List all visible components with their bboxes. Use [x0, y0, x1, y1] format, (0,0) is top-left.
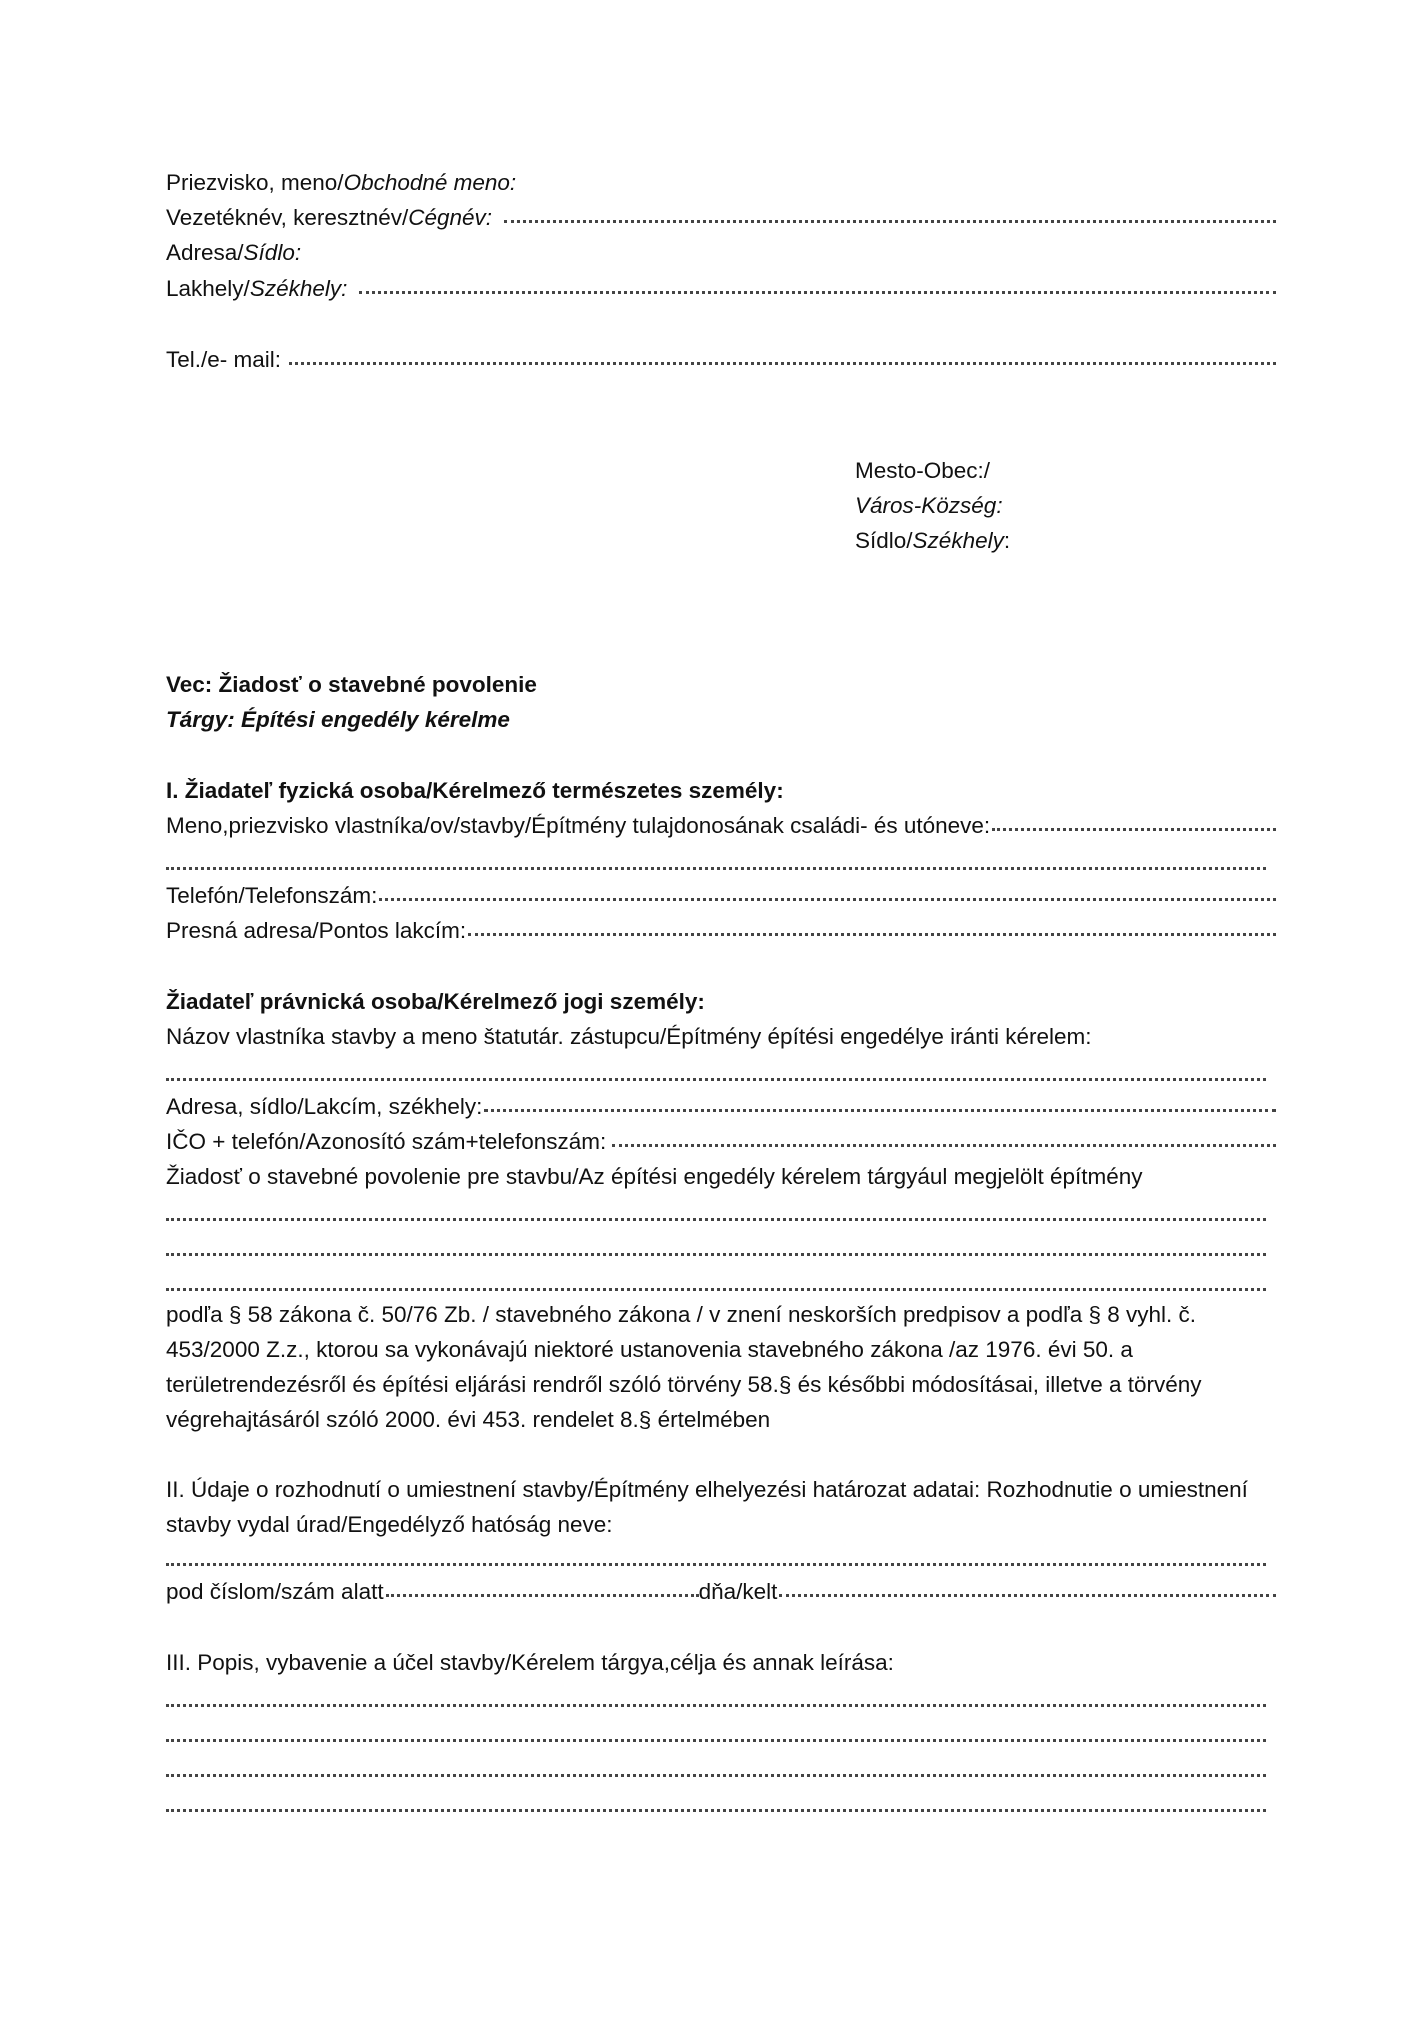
legal-address-row: Adresa, sídlo/Lakcím, székhely: [166, 1092, 1276, 1122]
name-label-sk: Priezvisko, meno/Obchodné meno: [166, 170, 517, 195]
address-label-sk: Adresa/Sídlo: [166, 240, 302, 265]
legal-ico-row: IČO + telefón/Azonosító szám+telefonszám: [166, 1127, 1276, 1157]
name-fill-line[interactable] [502, 203, 1276, 223]
description-fill-2[interactable] [166, 1718, 1266, 1748]
section2-heading: II. Údaje o rozhodnutí o umiestnení stavby/Építmény elhelyezési határozat adatai: Rozhodnutie o umiestnení stavby vydal úrad/Engedélyző hatóság neve: [166, 1477, 1248, 1537]
address-fill[interactable] [466, 916, 1276, 936]
request-fill-2[interactable] [166, 1232, 1266, 1262]
request-fill-3[interactable] [166, 1267, 1266, 1297]
owner-name-row: Meno,priezvisko vlastníka/ov/stavby/Építmény tulajdonosának családi- és utóneve: [166, 811, 1276, 841]
legal-owner-label: Názov vlastníka stavby a meno štatutár. zástupcu/Építmény építési engedélye iránti kérelem: [166, 1024, 1092, 1049]
law-text: podľa § 58 zákona č. 50/76 Zb. / stavebného zákona / v znení neskorších predpisov a podľa § 8 vyhl. č. 453/2000 Z.z., ktorou sa vykonávajú niektoré ustanovenia stavebného zákona /az 1976. évi 50. a területrendezésről és építési eljárási rendről szóló törvény 58.§ és későbbi módosításai, illetve a törvény végrehajtásáról szóló 2000. évi 453. rendelet 8.§ értelmében [166, 1302, 1202, 1432]
subject-sk: Vec: Žiadosť o stavebné povolenie [166, 672, 537, 697]
authority-fill[interactable] [166, 1542, 1266, 1572]
recipient-line1: Mesto-Obec:/ [855, 458, 991, 483]
legal-ico-fill[interactable] [610, 1127, 1276, 1147]
subject-hu: Tárgy: Építési engedély kérelme [166, 707, 510, 732]
phone-fill[interactable] [377, 881, 1276, 901]
number-fill[interactable] [384, 1577, 699, 1597]
date-fill[interactable] [777, 1577, 1276, 1597]
recipient-line3: Sídlo/Székhely: [855, 528, 1011, 553]
legal-heading: Žiadateľ právnická osoba/Kérelmező jogi személy: [166, 989, 705, 1014]
request-fill-1[interactable] [166, 1197, 1266, 1227]
recipient-line2: Város-Község: [855, 493, 1003, 518]
address-label-hu: Lakhely/ Székhely: [166, 274, 1276, 304]
legal-address-fill[interactable] [482, 1092, 1276, 1112]
request-for-label: Žiadosť o stavebné povolenie pre stavbu/Az építési engedély kérelem tárgyául megjelölt építmény [166, 1164, 1143, 1189]
owner-name-fill[interactable] [990, 811, 1276, 831]
number-date-row: pod číslom/szám alatt dňa/kelt [166, 1577, 1276, 1607]
description-fill-1[interactable] [166, 1683, 1266, 1713]
address-fill-line[interactable] [357, 274, 1276, 294]
contact-fill-line[interactable] [287, 345, 1276, 365]
description-fill-4[interactable] [166, 1788, 1266, 1818]
name-label-hu: Vezetéknév, keresztnév/ Cégnév: [166, 203, 1276, 233]
description-fill-3[interactable] [166, 1753, 1266, 1783]
owner-name-fill-line2[interactable] [166, 846, 1266, 876]
legal-owner-fill[interactable] [166, 1057, 1266, 1087]
address-row: Presná adresa/Pontos lakcím: [166, 916, 1276, 946]
section1-heading: I. Žiadateľ fyzická osoba/Kérelmező természetes személy: [166, 778, 784, 803]
phone-row: Telefón/Telefonszám: [166, 881, 1276, 911]
section3-heading: III. Popis, vybavenie a účel stavby/Kérelem tárgya,célja és annak leírása: [166, 1650, 894, 1675]
contact-label: Tel./e- mail: [166, 345, 1276, 375]
